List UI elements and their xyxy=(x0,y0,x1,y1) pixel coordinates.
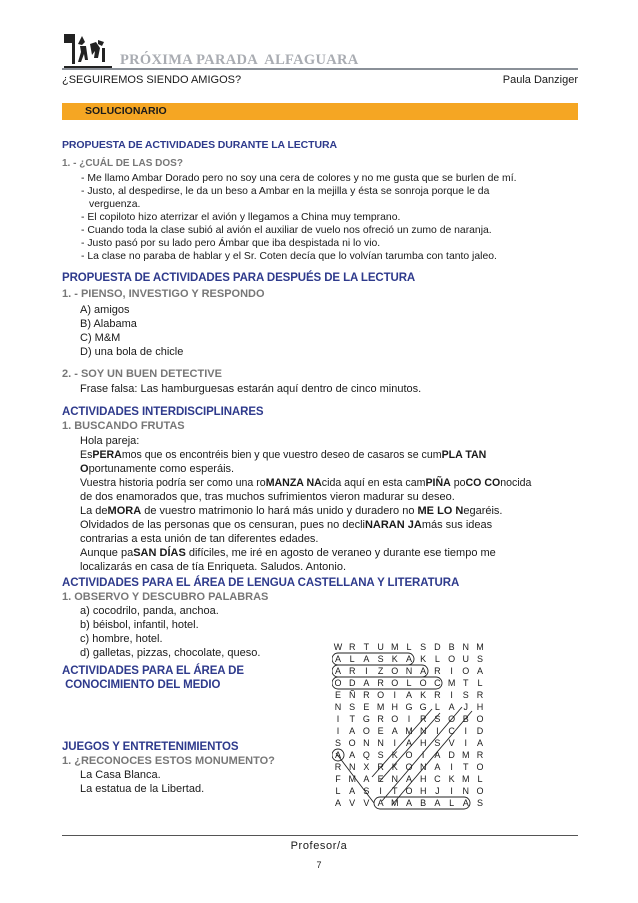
word-search-cell: A xyxy=(405,774,412,784)
word-search-cell: L xyxy=(335,786,341,796)
word-search-cell: S xyxy=(434,738,441,748)
word-search-cell: B xyxy=(448,642,455,652)
word-search-cell: O xyxy=(476,714,484,724)
word-search-cell: I xyxy=(464,738,468,748)
monument-item: La estatua de la Libertad. xyxy=(80,783,205,795)
word-search-cell: R xyxy=(334,762,342,772)
word-search-cell: J xyxy=(435,786,440,796)
answer-line: - Justo, al despedirse, le da un beso a Ambar en la mejilla y ésta se sonroja porque le da xyxy=(81,186,490,197)
word-search-cell: I xyxy=(464,726,468,736)
word-search-cell: G xyxy=(405,702,413,712)
word-search-cell: I xyxy=(336,714,340,724)
word-search-cell: S xyxy=(349,702,356,712)
fruit-word: SAN DÍAS xyxy=(133,547,186,559)
letter-text: Olvidados de las personas que os censuran, pues no decli xyxy=(80,519,365,531)
word-search-cell: R xyxy=(476,750,484,760)
word-search-cell: E xyxy=(377,774,384,784)
letter-line xyxy=(80,477,531,490)
word-search-cell: I xyxy=(393,690,397,700)
word-search-cell: L xyxy=(349,654,355,664)
word-search-cell: O xyxy=(391,678,399,688)
letter-text: más sus ideas xyxy=(421,519,493,531)
subsection-monumento: 1. ¿RECONOCES ESTOS MONUMENTO? xyxy=(62,755,275,767)
word-search-cell: I xyxy=(450,762,453,772)
letter-text: cida aquí en esta cam xyxy=(321,477,426,489)
word-item: c) hombre, hotel. xyxy=(80,633,163,645)
word-search-cell: N xyxy=(391,774,399,784)
section-title-juegos: JUEGOS Y ENTRETENIMIENTOS xyxy=(62,741,239,753)
word-search-cell: N xyxy=(419,726,427,736)
fruit-word: PERA xyxy=(92,449,122,461)
word-search-cell: M xyxy=(462,774,470,784)
word-search-cell: A xyxy=(405,654,412,664)
letter-line: contrarias a esta unión de tan diferentes edades. xyxy=(80,533,319,545)
word-search-cell: O xyxy=(448,714,456,724)
word-search-cell: O xyxy=(377,690,385,700)
section-title-after: PROPUESTA DE ACTIVIDADES PARA DESPUÉS DE LA LECTURA xyxy=(62,272,416,284)
brand-logo xyxy=(62,30,114,72)
word-search-cell: D xyxy=(448,750,455,760)
book-title: ¿SEGUIREMOS SIENDO AMIGOS? xyxy=(62,74,242,86)
word-search-cell: S xyxy=(377,750,384,760)
word-search-cell: S xyxy=(476,654,483,664)
letter-text: egaréis. xyxy=(463,505,503,517)
letter-text: po xyxy=(450,477,466,489)
word-search-cell: A xyxy=(334,750,341,760)
letter-line: Hola pareja: xyxy=(80,435,140,447)
word-search-cell: R xyxy=(348,666,356,676)
page-number: 7 xyxy=(316,860,322,870)
word-search-cell: M xyxy=(391,798,399,808)
word-search-cell: K xyxy=(448,774,455,784)
word-search-cell: R xyxy=(377,714,384,724)
word-item: b) béisbol, infantil, hotel. xyxy=(80,619,199,631)
word-search-cell: S xyxy=(434,714,441,724)
word-search-cell: I xyxy=(336,726,340,736)
word-search-cell: V xyxy=(363,798,370,808)
word-search-cell: L xyxy=(434,702,440,712)
word-search-cell: C xyxy=(434,678,441,688)
word-search-cell: N xyxy=(462,786,470,796)
word-search-cell: D xyxy=(434,642,441,652)
word-search-cell: N xyxy=(348,762,356,772)
word-search-cell: T xyxy=(463,678,469,688)
word-search-cell: O xyxy=(405,750,413,760)
found-word-alaska xyxy=(332,653,414,665)
word-search-cell: A xyxy=(363,678,370,688)
letter-text: Vuestra historia podría ser como una ro xyxy=(80,477,266,489)
word-search-cell: L xyxy=(406,678,412,688)
word-search-cell: H xyxy=(476,702,484,712)
word-search-cell: O xyxy=(476,786,484,796)
word-search-cell: N xyxy=(363,738,370,748)
word-search-cell: O xyxy=(391,666,399,676)
word-search-cell: G xyxy=(419,702,427,712)
letter-line xyxy=(80,519,492,532)
word-search-cell: R xyxy=(476,690,484,700)
word-search-cell: J xyxy=(463,702,469,712)
word-search-cell: A xyxy=(476,666,483,676)
fruit-word: O xyxy=(80,463,89,475)
fruit-word: NARAN JA xyxy=(364,519,422,531)
section-title-medio-2: CONOCIMIENTO DEL MEDIO xyxy=(62,679,221,691)
word-search-cell: R xyxy=(377,678,384,688)
word-search-cell: N xyxy=(377,738,384,748)
word-item: a) cocodrilo, panda, anchoa. xyxy=(80,605,219,617)
word-search-cell: A xyxy=(405,798,412,808)
word-search-cell: C xyxy=(448,726,455,736)
word-search-cell: T xyxy=(463,762,469,772)
word-search-cell: N xyxy=(334,702,342,712)
word-search-cell: S xyxy=(377,654,384,664)
subsection-observo: 1. OBSERVO Y DESCUBRO PALABRAS xyxy=(62,591,269,603)
letter-text: Es xyxy=(80,449,93,461)
letter-text: mos que os encontréis bien y que vuestro deseo de casaros se cum xyxy=(121,449,442,461)
fruit-word: PLA TAN xyxy=(441,449,487,461)
letter-text: La de xyxy=(80,505,108,517)
fruit-word: MORA xyxy=(107,505,142,517)
word-search-cell: A xyxy=(334,666,341,676)
brand-name: PRÓXIMA PARADA ALFAGUARA xyxy=(120,52,359,68)
word-search-cell: A xyxy=(349,726,356,736)
footer-rule xyxy=(62,835,578,836)
answer-item: C) M&M xyxy=(80,332,121,344)
letter-line xyxy=(80,463,234,476)
letter-line xyxy=(80,547,496,560)
word-search-cell: N xyxy=(419,762,427,772)
word-search-cell: L xyxy=(449,798,455,808)
word-search-cell: I xyxy=(450,786,453,796)
word-search-cell: S xyxy=(476,798,483,808)
word-search-cell: K xyxy=(391,762,398,772)
word-search-cell: Z xyxy=(377,666,384,676)
word-search-cell: S xyxy=(462,690,469,700)
letter-line: de dos enamorados que, tras muchos sufrimientos vieron madurar su deseo. xyxy=(80,491,455,503)
letter-text: Aunque pa xyxy=(80,547,134,559)
word-search-cell: A xyxy=(363,654,370,664)
letter-line: localizarás en casa de tía Enriqueta. Saludos. Antonio. xyxy=(80,561,347,573)
letter-text: difíciles, me iré en agosto de veraneo y durante ese tiempo me xyxy=(185,547,496,559)
letter-text: de vuestro matrimonio lo hará más unido y duradero no xyxy=(141,505,418,517)
subsection-detective: 2. - SOY UN BUEN DETECTIVE xyxy=(62,368,222,380)
word-search-cell: A xyxy=(349,786,356,796)
word-item: d) galletas, pizzas, chocolate, queso. xyxy=(80,647,261,659)
word-search-cell: M xyxy=(348,774,356,784)
word-search-cell: A xyxy=(405,690,412,700)
word-search-cell: Q xyxy=(362,750,370,760)
word-search-cell: M xyxy=(476,642,484,652)
word-search-cell: B xyxy=(462,714,469,724)
word-search-cell: I xyxy=(393,738,397,748)
word-search-cell: Ñ xyxy=(348,690,356,700)
word-search-cell: W xyxy=(333,642,343,652)
word-search-cell: O xyxy=(348,738,356,748)
word-search-cell: K xyxy=(391,750,398,760)
word-search-cell: O xyxy=(462,666,470,676)
word-search-cell: N xyxy=(462,642,470,652)
letter-text: nocida xyxy=(500,477,532,489)
word-search-cell: D xyxy=(476,726,484,736)
word-search-cell: L xyxy=(477,774,483,784)
word-search-cell: T xyxy=(363,642,370,652)
word-search-cell: R xyxy=(377,762,384,772)
word-search-cell: U xyxy=(462,654,470,664)
word-search-cell: A xyxy=(420,666,427,676)
word-search-cell: A xyxy=(391,726,398,736)
word-search-cell: V xyxy=(448,738,455,748)
letter-line xyxy=(80,505,503,518)
word-search-cell: A xyxy=(334,798,341,808)
word-search-cell: H xyxy=(419,738,427,748)
word-search-cell: B xyxy=(420,798,427,808)
word-search-cell: S xyxy=(363,786,370,796)
word-search-cell: K xyxy=(391,654,398,664)
solucionario-label: SOLUCIONARIO xyxy=(85,105,167,117)
word-search-cell: T xyxy=(392,786,398,796)
answer-line: - La clase no paraba de hablar y el Sr. Coten decía que lo volvían tarumba con tanto jaleo. xyxy=(81,251,497,262)
word-search-cell: O xyxy=(476,762,484,772)
word-search-cell: G xyxy=(362,714,370,724)
word-search-cell: A xyxy=(334,654,341,664)
word-search-cell: U xyxy=(377,642,384,652)
word-search-cell: M xyxy=(376,702,385,712)
author-name: Paula Danziger xyxy=(502,74,578,86)
word-search-cell: I xyxy=(365,666,368,676)
word-search-cell: A xyxy=(434,762,441,772)
word-search-cell: H xyxy=(419,786,427,796)
letter-line xyxy=(80,449,486,462)
section-title-lengua: ACTIVIDADES PARA EL ÁREA DE LENGUA CASTELLANA Y LITERATURA xyxy=(62,577,460,589)
word-search-cell: H xyxy=(391,702,399,712)
section-title-medio: ACTIVIDADES PARA EL ÁREA DE xyxy=(62,665,244,677)
word-search-cell: A xyxy=(363,774,370,784)
word-search-cell: E xyxy=(363,702,370,712)
word-search-cell: M xyxy=(391,642,399,652)
word-search-cell: A xyxy=(434,750,441,760)
footer-label: Profesor/a xyxy=(290,840,348,852)
monument-item: La Casa Blanca. xyxy=(80,769,161,781)
word-search-cell: D xyxy=(348,678,356,688)
fruit-word: PIÑA xyxy=(425,477,451,489)
word-search-cell: O xyxy=(334,678,342,688)
word-search-cell: E xyxy=(377,726,384,736)
word-search-cell: O xyxy=(405,786,413,796)
fruit-word: CO CO xyxy=(465,477,501,489)
false-phrase: Frase falsa: Las hamburguesas estarán aquí dentro de cinco minutos. xyxy=(80,383,422,395)
word-search-cell: N xyxy=(405,666,413,676)
word-search-cell: A xyxy=(377,798,384,808)
word-search-cell: A xyxy=(448,702,455,712)
answer-line: - Cuando toda la clase subió al avión el auxiliar de vuelo nos ofreció un zumo de naranja. xyxy=(81,225,492,236)
subsection-cual: 1. - ¿CUÁL DE LAS DOS? xyxy=(62,158,183,169)
answer-line: - Me llamo Ambar Dorado pero no soy una cera de colores y no me gusta que se burlen de mí. xyxy=(81,173,517,184)
word-search-cell: R xyxy=(348,642,356,652)
word-search-cell: S xyxy=(334,738,341,748)
answer-item: D) una bola de chicle xyxy=(80,346,184,358)
answer-item: A) amigos xyxy=(80,304,130,316)
word-search-cell: M xyxy=(405,726,413,736)
word-search-cell: O xyxy=(448,654,456,664)
word-search-cell: A xyxy=(349,750,356,760)
word-search-cell: R xyxy=(434,690,441,700)
word-search-cell: A xyxy=(462,798,469,808)
word-search-cell: F xyxy=(335,774,341,784)
answer-line: verguenza. xyxy=(89,199,141,210)
word-search-cell: S xyxy=(420,642,427,652)
word-search-cell: E xyxy=(334,690,341,700)
letter-text: portunamente como esperáis. xyxy=(88,463,235,475)
word-search-cell: C xyxy=(434,774,441,784)
word-search-cell: M xyxy=(462,750,470,760)
word-search-cell: A xyxy=(476,738,483,748)
word-search-cell: I xyxy=(407,714,411,724)
word-search-cell: R xyxy=(419,714,427,724)
word-search-cell: I xyxy=(450,690,453,700)
section-title-interdisciplinary: ACTIVIDADES INTERDISCIPLINARES xyxy=(62,406,264,418)
word-search-cell: I xyxy=(421,750,425,760)
word-search-cell: L xyxy=(434,654,440,664)
word-search-cell: R xyxy=(434,666,441,676)
word-search-cell: M xyxy=(447,678,456,688)
word-search-cell: L xyxy=(406,642,412,652)
word-search-cell: I xyxy=(379,786,382,796)
subsection-frutas: 1. BUSCANDO FRUTAS xyxy=(62,420,185,432)
word-search-cell: V xyxy=(349,798,356,808)
word-search-cell: H xyxy=(419,774,427,784)
word-search-cell: T xyxy=(349,714,355,724)
word-search-cell: L xyxy=(477,678,483,688)
fruit-word: MANZA NA xyxy=(265,477,322,489)
word-search-cell: A xyxy=(405,738,412,748)
answer-line: - Justo pasó por su lado pero Ámbar que iba despistada ni lo vio. xyxy=(81,238,381,249)
answer-item: B) Alabama xyxy=(80,318,137,330)
word-search-cell: O xyxy=(391,714,399,724)
fruit-word: ME LO N xyxy=(417,505,464,517)
answer-line: - El copiloto hizo aterrizar el avión y llegamos a China muy temprano. xyxy=(81,212,401,223)
word-search-cell: I xyxy=(450,666,453,676)
word-search-cell: O xyxy=(362,726,370,736)
word-search-cell: K xyxy=(420,690,427,700)
subsection-pienso: 1. - PIENSO, INVESTIGO Y RESPONDO xyxy=(62,288,265,300)
header-rule xyxy=(62,68,578,70)
word-search-cell: O xyxy=(405,762,413,772)
word-search-cell: O xyxy=(419,678,427,688)
word-search-cell: K xyxy=(420,654,427,664)
word-search-cell: R xyxy=(363,690,370,700)
section-title-during: PROPUESTA DE ACTIVIDADES DURANTE LA LECTURA xyxy=(62,139,337,151)
word-search-cell: X xyxy=(363,762,370,772)
word-search-cell: A xyxy=(434,798,441,808)
word-search-cell: I xyxy=(436,726,439,736)
